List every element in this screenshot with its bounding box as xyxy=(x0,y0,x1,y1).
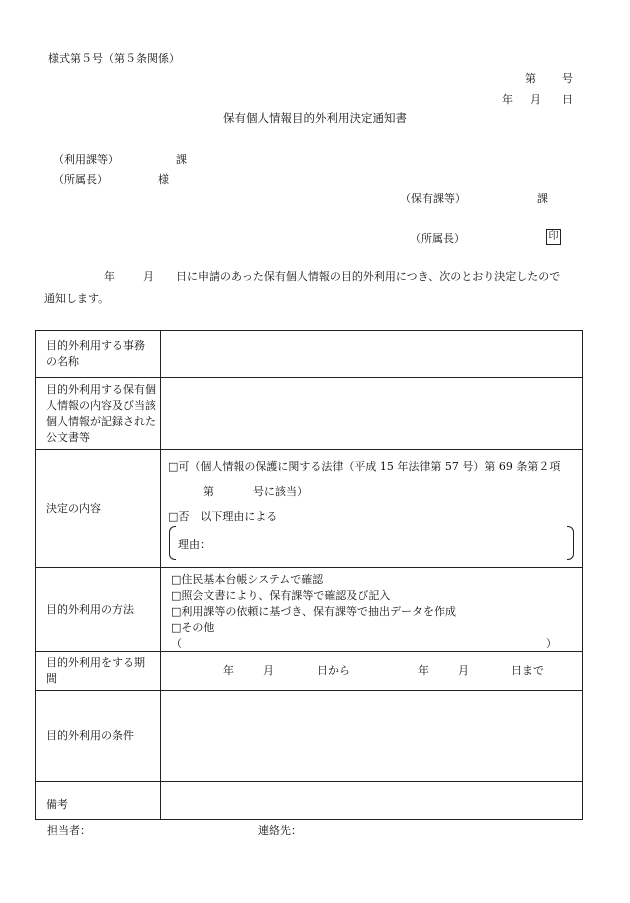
period-year-2: 年 xyxy=(418,664,429,677)
decision-label: 決定の内容 xyxy=(36,450,161,568)
period-year-1: 年 xyxy=(223,664,234,677)
doc-no-suffix: 号 xyxy=(562,72,573,85)
body-line1: 日に申請のあった保有個人情報の目的外利用につき、次のとおり決定したので xyxy=(176,270,561,283)
table-row xyxy=(36,782,583,820)
body-month: 月 xyxy=(143,270,154,283)
table-row xyxy=(36,378,583,450)
reason-box[interactable] xyxy=(161,526,582,560)
purpose-task-field[interactable] xyxy=(161,331,583,378)
purpose-task-label: 目的外利用する事務の名称 xyxy=(36,331,161,378)
decision-cell xyxy=(161,450,583,568)
period-to: 日まで xyxy=(511,664,544,677)
period-label: 目的外利用をする期間 xyxy=(36,652,161,691)
sender-dept-suffix: 課 xyxy=(537,192,548,205)
conditions-label: 目的外利用の条件 xyxy=(36,691,161,782)
period-cell[interactable] xyxy=(161,652,583,691)
seal-mark xyxy=(546,229,561,245)
info-content-label: 目的外利用する保有個人情報の内容及び当該個人情報が記録された公文書等 xyxy=(36,378,161,450)
table-row xyxy=(36,450,583,568)
date-year: 年 xyxy=(502,93,513,106)
person-in-charge-label: 担当者： xyxy=(47,824,91,837)
addressee-dept-label: （利用課等） xyxy=(53,153,119,166)
body-line2: 通知します。 xyxy=(44,292,110,305)
method-option[interactable]: □その他 xyxy=(171,621,215,634)
table-row xyxy=(36,691,583,782)
remarks-field[interactable] xyxy=(161,782,583,820)
addressee-head-label: （所属長） xyxy=(53,173,108,186)
method-label: 目的外利用の方法 xyxy=(36,568,161,652)
doc-no-prefix: 第 xyxy=(525,72,536,85)
approve-option[interactable]: □可（個人情報の保護に関する法律（平成 15 年法律第 57 号）第 69 条第２項 xyxy=(168,460,561,473)
other-open-paren: （ xyxy=(171,637,182,650)
table-row xyxy=(36,568,583,652)
period-from: 日から xyxy=(317,664,350,677)
table-row xyxy=(36,331,583,378)
addressee-head-suffix: 様 xyxy=(158,173,169,186)
deny-option[interactable]: □否 以下理由による xyxy=(168,510,278,523)
form-number: 様式第５号（第５条関係） xyxy=(48,52,180,65)
method-option[interactable]: □照会文書により、保有課等で確認及び記入 xyxy=(171,589,391,602)
sender-dept-label: （保有課等） xyxy=(400,192,466,205)
left-bracket xyxy=(169,526,176,560)
conditions-field[interactable] xyxy=(161,691,583,782)
table-row xyxy=(36,652,583,691)
method-option[interactable]: □住民基本台帳システムで確認 xyxy=(171,573,324,586)
info-content-field[interactable] xyxy=(161,378,583,450)
reason-label: 理由： xyxy=(178,538,211,551)
seal-text: 印 xyxy=(546,229,561,245)
right-bracket xyxy=(567,526,574,560)
period-month-1: 月 xyxy=(263,664,274,677)
document-title: 保有個人情報目的外利用決定通知書 xyxy=(223,111,407,125)
addressee-dept-suffix: 課 xyxy=(176,153,187,166)
date-month: 月 xyxy=(530,93,541,106)
approve-item-prefix: 第 xyxy=(203,485,214,498)
approve-item-suffix: 号に該当） xyxy=(253,485,308,498)
contact-label: 連絡先： xyxy=(258,824,302,837)
method-cell xyxy=(161,568,583,652)
date-day: 日 xyxy=(562,93,573,106)
period-month-2: 月 xyxy=(458,664,469,677)
method-option[interactable]: □利用課等の依頼に基づき、保有課等で抽出データを作成 xyxy=(171,605,456,618)
other-close-paren: ） xyxy=(546,637,557,650)
sender-head-label: （所属長） xyxy=(410,232,465,245)
body-year: 年 xyxy=(104,270,115,283)
decision-table xyxy=(35,330,583,820)
remarks-label: 備考 xyxy=(36,782,161,820)
